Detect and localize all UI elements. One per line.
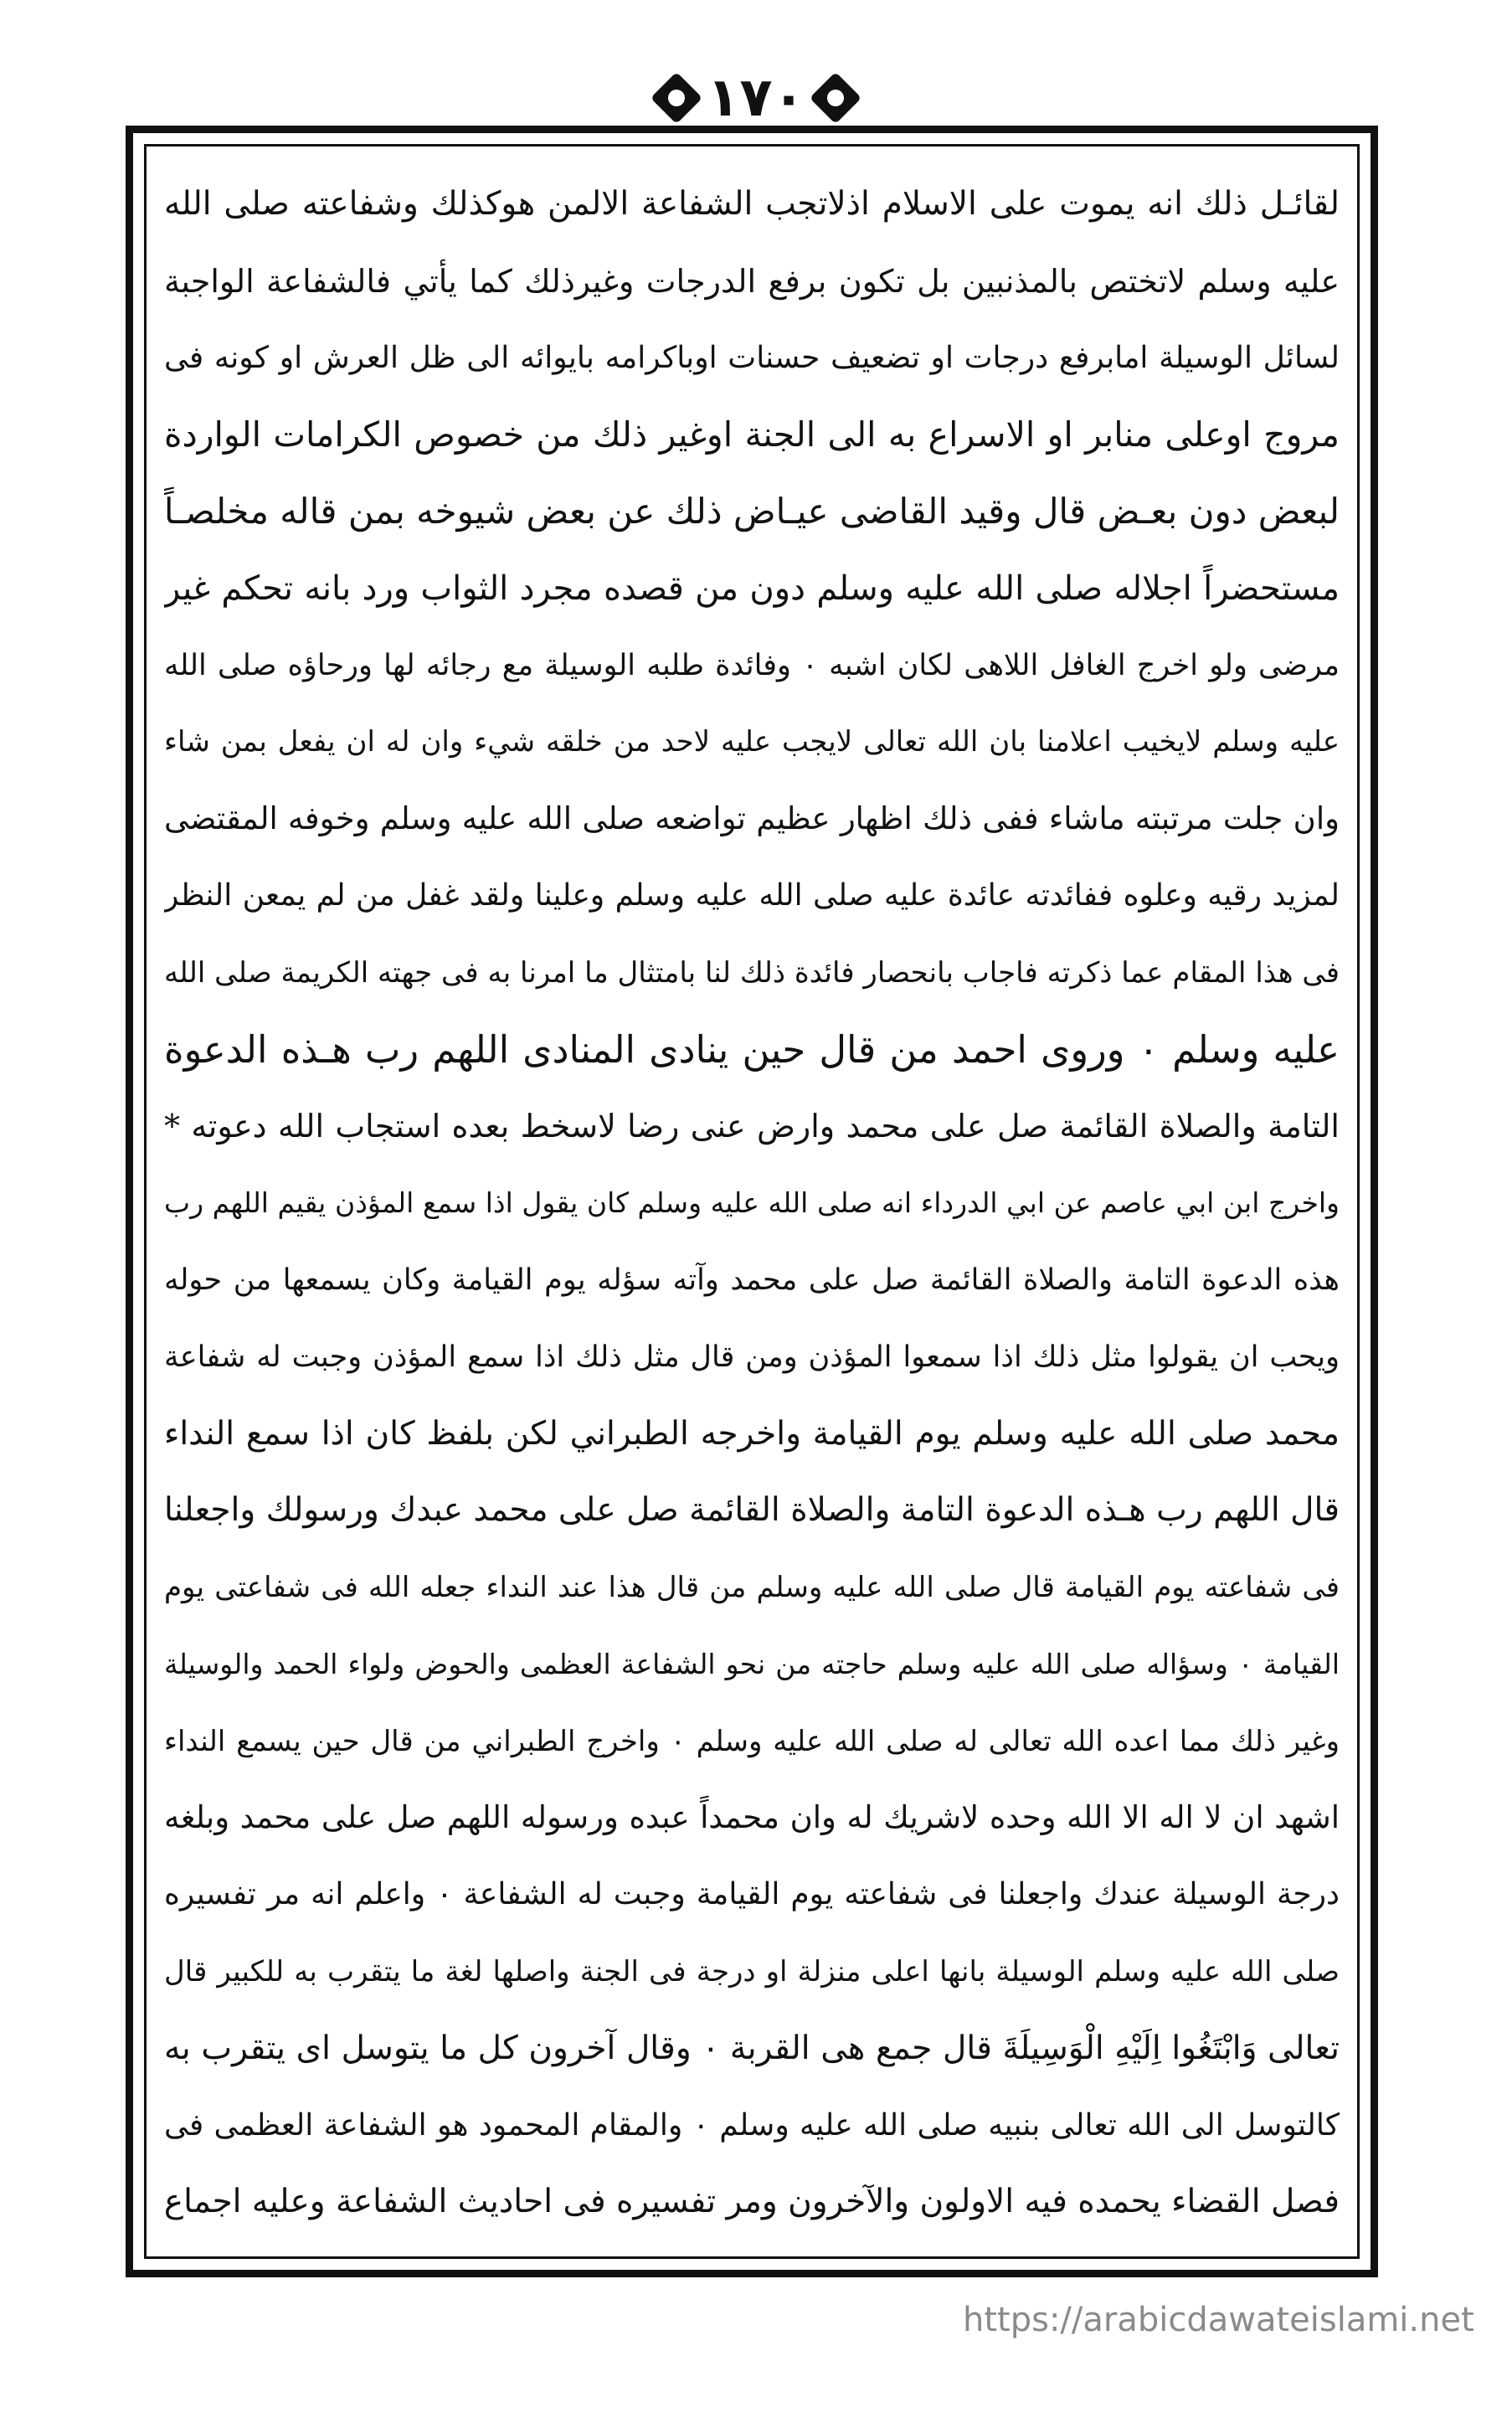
text-line: فصل القضاء يحمده فيه الاولون والآخرون ومر تفسيره فى احاديث الشفاعة وعليه اجماع xyxy=(164,2183,1340,2221)
text-line: لبعض دون بعـض قال وقيد القاضى عيـاض ذلك عن بعض شيوخه بمن قاله مخلصـاً xyxy=(164,491,1340,532)
text-line: تعالى وَابْتَغُوا اِلَيْهِ الْوَسِيلَةَ قال جمع هى القربة ۰ وقال آخرون كل ما يتوسل اى يتقرب به xyxy=(164,2029,1340,2067)
text-line: هذه الدعوة التامة والصلاة القائمة صل على محمد وآته سؤله يوم القيامة وكان يسمعها من حوله xyxy=(164,1263,1340,1297)
text-line: لقائـل ذلك انه يموت على الاسلام اذلاتجب الشفاعة الالمن هوكذلك وشفاعته صلى الله xyxy=(164,185,1340,223)
text-line: القيامة ۰ وسؤاله صلى الله عليه وسلم حاجته من نحو الشفاعة العظمى والحوض ولواء الحمد والوسيلة xyxy=(164,1647,1340,1680)
text-line: فى شفاعته يوم القيامة قال صلى الله عليه وسلم من قال هذا عند النداء جعله الله فى شفاعتى يوم xyxy=(164,1571,1340,1605)
text-line: محمد صلى الله عليه وسلم يوم القيامة واخرجه الطبراني لكن بلفظ كان اذا سمع النداء xyxy=(164,1414,1340,1453)
text-line: مروج اوعلى منابر او الاسراع به الى الجنة اوغير ذلك من خصوص الكرامات الواردة xyxy=(164,414,1340,455)
text-line: عليه وسلم لاتختص بالمذنبين بل تكون برفع الدرجات وغيرذلك كما يأتي فالشفاعة الواجبة xyxy=(164,262,1340,300)
text-line: عليه وسلم ۰ وروى احمد من قال حين ينادى المنادى اللهم رب هـذه الدعوة xyxy=(164,1026,1340,1072)
text-line: اشهد ان لا اله الا الله وحده لاشريك له وان محمداً عبده ورسوله اللهم صل على محمد وبلغه xyxy=(164,1799,1340,1836)
text-line: مرضى ولو اخرج الغافل اللاهى لكان اشبه ۰ وفائدة طلبه الوسيلة مع رجائه لها ورحاؤه صلى الله xyxy=(164,648,1340,682)
text-line: عليه وسلم لايخيب اعلامنا بان الله تعالى لايجب عليه لاحد من خلقه شيء وان له ان يفعل بمن شاء xyxy=(164,725,1340,759)
text-line: التامة والصلاة القائمة صل على محمد وارض عنى رضا لاسخط بعده استجاب الله دعوته * xyxy=(164,1108,1340,1145)
text-line: مستحضراً اجلاله صلى الله عليه وسلم دون من قصده مجرد الثواب ورد بانه تحكم غير xyxy=(164,568,1340,608)
page-number-text: ١٧٠ xyxy=(707,67,805,129)
text-line: صلى الله عليه وسلم الوسيلة بانها اعلى منزلة او درجة فى الجنة واصلها لغة ما يتقرب به للكبير قال xyxy=(164,1954,1340,1988)
text-line: وغير ذلك مما اعده الله تعالى له صلى الله عليه وسلم ۰ واخرج الطبراني من قال حين يسمع النداء xyxy=(164,1724,1340,1758)
text-line: لمزيد رقيه وعلوه ففائدته عائدة عليه صلى الله عليه وسلم وعلينا ولقد غفل من لم يمعن النظر xyxy=(164,878,1340,913)
text-line: فى هذا المقام عما ذكرته فاجاب بانحصار فائدة ذلك لنا بامتثال ما امرنا به فى جهته الكريمة صلى الله xyxy=(164,955,1340,990)
ornament-icon xyxy=(809,72,861,124)
text-line: ويحب ان يقولوا مثل ذلك اذا سمعوا المؤذن ومن قال مثل ذلك اذا سمع المؤذن وجبت له شفاعة xyxy=(164,1340,1340,1374)
ornament-icon xyxy=(651,72,702,124)
text-line: كالتوسل الى الله تعالى بنبيه صلى الله عليه وسلم ۰ والمقام المحمود هو الشفاعة العظمى فى xyxy=(164,2107,1340,2143)
watermark-url: https://arabicdawateislami.net xyxy=(963,2301,1474,2339)
text-line: لسائل الوسيلة امابرفع درجات او تضعيف حسنات اوباكرامه بايوائه الى ظل العرش او كونه فى xyxy=(164,340,1340,375)
text-line: واخرج ابن ابي عاصم عن ابي الدرداء انه صلى الله عليه وسلم كان يقول اذا سمع المؤذن يقيم اللهم رب xyxy=(164,1186,1340,1220)
text-line: درجة الوسيلة عندك واجعلنا فى شفاعته يوم القيامة وجبت له الشفاعة ۰ واعلم انه مر تفسيره xyxy=(164,1877,1340,1912)
text-line: وان جلت مرتبته ماشاء ففى ذلك اظهار عظيم تواضعه صلى الله عليه وسلم وخوفه المقتضى xyxy=(164,800,1340,837)
page-body xyxy=(164,164,1340,2239)
text-line: قال اللهم رب هـذه الدعوة التامة والصلاة القائمة صل على محمد عبدك ورسولك واجعلنا xyxy=(164,1491,1340,1530)
